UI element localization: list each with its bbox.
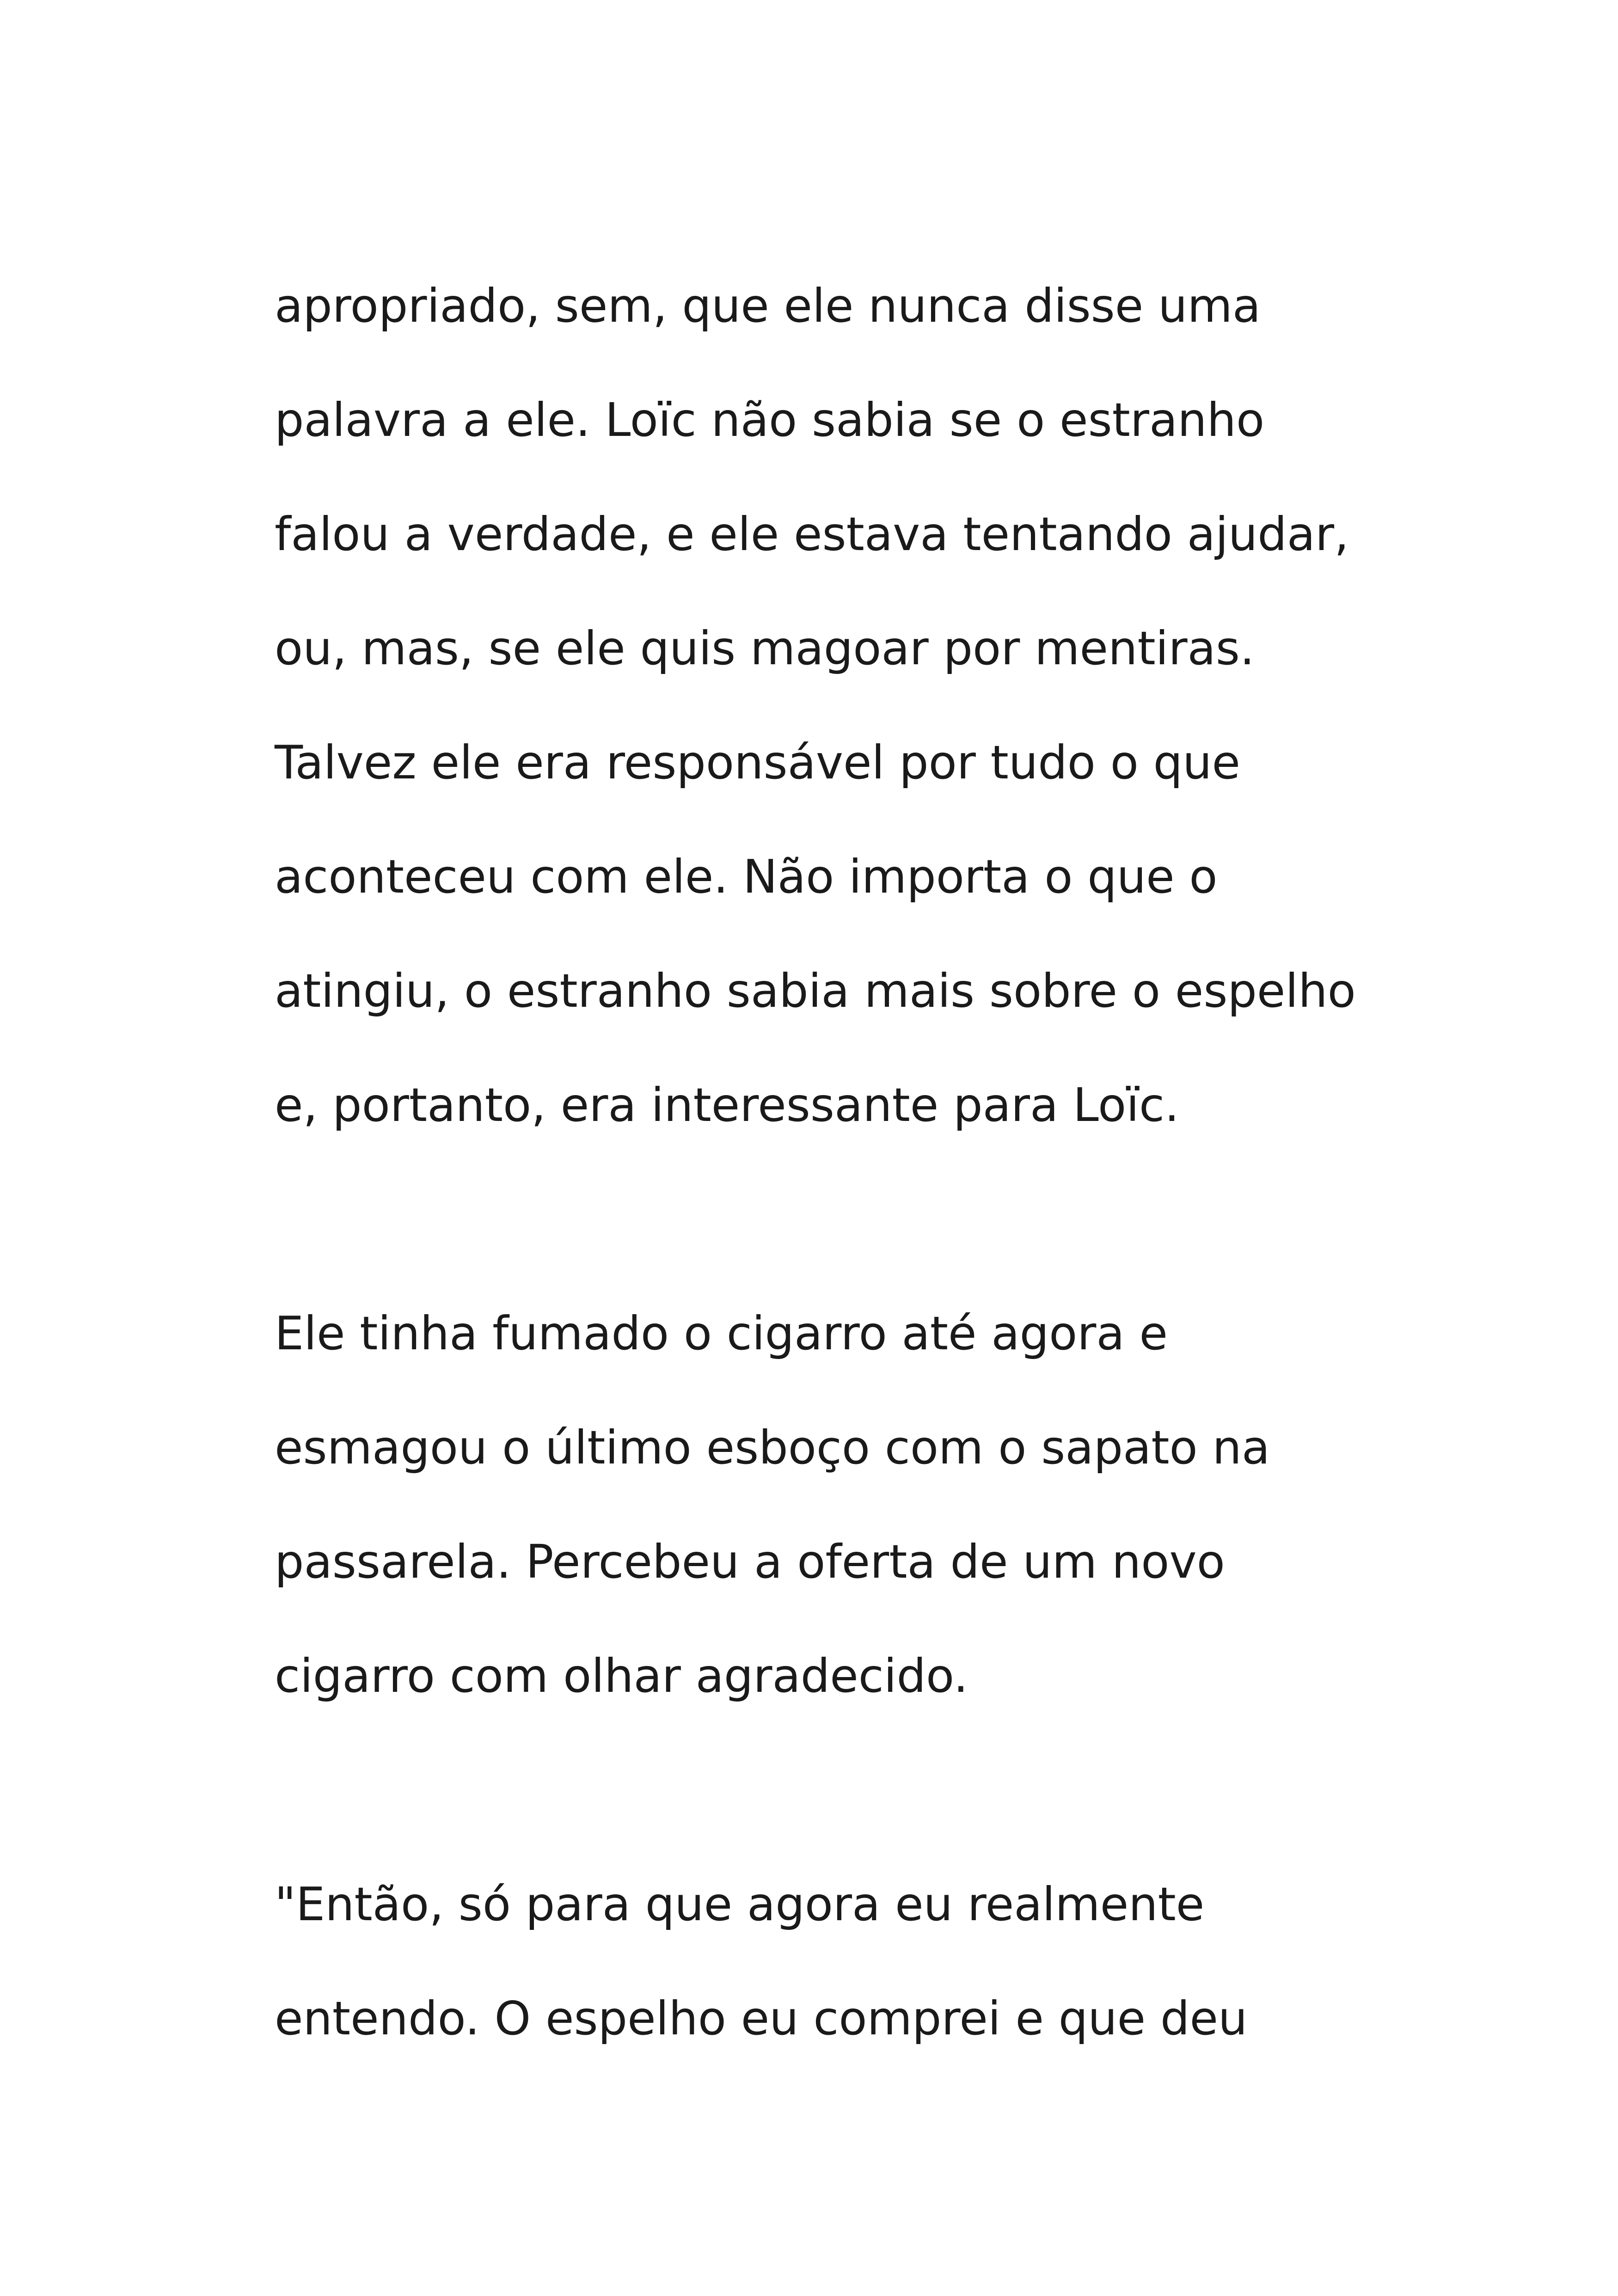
body-text xyxy=(275,269,1523,2096)
text-line: falou a verdade, e ele estava tentando ajudar, xyxy=(275,507,1349,561)
paragraph xyxy=(275,1297,1523,1753)
text-line: cigarro com olhar agradecido. xyxy=(275,1649,968,1703)
text-line: e, portanto, era interessante para Loïc. xyxy=(275,1078,1179,1132)
paragraph-spacer xyxy=(275,1753,1523,1867)
text-line: entendo. O espelho eu comprei e que deu xyxy=(275,1991,1248,2045)
paragraph xyxy=(275,1867,1523,2096)
text-line: atingiu, o estranho sabia mais sobre o espelho xyxy=(275,964,1356,1018)
text-line: ou, mas, se ele quis magoar por mentiras. xyxy=(275,621,1255,675)
text-line: Talvez ele era responsável por tudo o que xyxy=(275,735,1241,790)
text-line: passarela. Percebeu a oferta de um novo xyxy=(275,1535,1225,1589)
text-line: apropriado, sem, que ele nunca disse uma xyxy=(275,279,1261,333)
text-line: aconteceu com ele. Não importa o que o xyxy=(275,850,1218,904)
text-line: palavra a ele. Loïc não sabia se o estranho xyxy=(275,393,1265,447)
paragraph xyxy=(275,269,1523,1182)
text-line: Ele tinha fumado o cigarro até agora e xyxy=(275,1306,1168,1360)
text-line: esmagou o último esboço com o sapato na xyxy=(275,1420,1270,1475)
text-line: "Então, só para que agora eu realmente xyxy=(275,1877,1205,1931)
paragraph-spacer xyxy=(275,1182,1523,1297)
